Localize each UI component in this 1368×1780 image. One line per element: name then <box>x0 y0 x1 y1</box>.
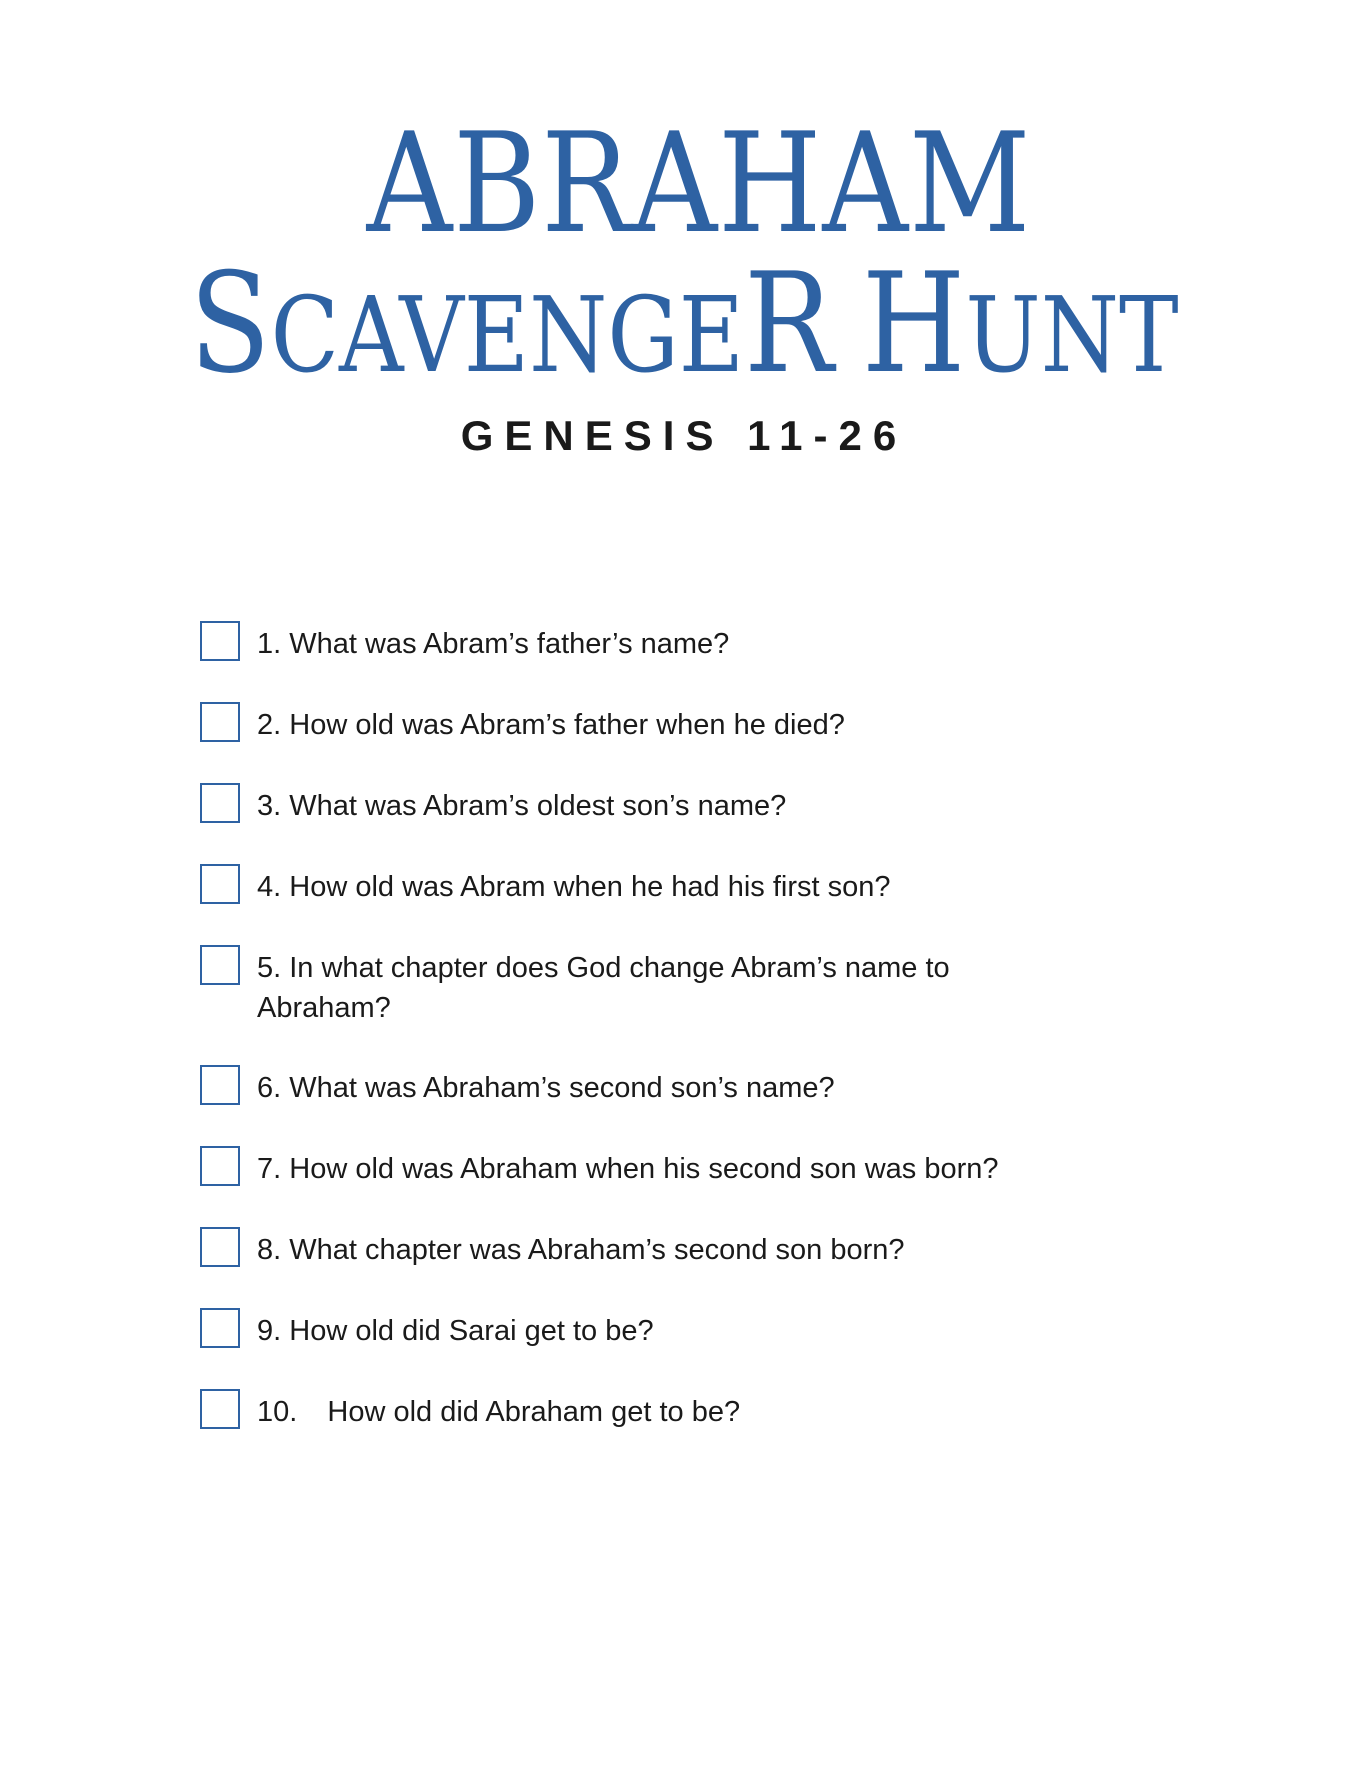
question-checkbox[interactable] <box>200 864 240 904</box>
question-number: 10. <box>257 1396 298 1428</box>
question-checkbox[interactable] <box>200 702 240 742</box>
question-text: What was Abraham’s second son’s name? <box>289 1072 835 1104</box>
question-item <box>200 622 1100 664</box>
question-number: 2. <box>257 709 282 741</box>
question-text: What chapter was Abraham’s second son born? <box>289 1234 905 1266</box>
question-item <box>200 1309 1100 1351</box>
title-part: UNT <box>965 274 1179 396</box>
question-text: What was Abram’s father’s name? <box>289 628 730 660</box>
question-checkbox[interactable] <box>200 621 240 661</box>
question-number: 5. <box>257 952 282 984</box>
title-line-2 <box>96 243 1272 404</box>
question-number: 1. <box>257 628 282 660</box>
question-item <box>200 1390 1100 1432</box>
question-text: In what chapter does God change Abram’s name to Abraham? <box>257 952 950 1024</box>
question-checkbox[interactable] <box>200 1308 240 1348</box>
question-item <box>200 1066 1100 1108</box>
question-item <box>200 1228 1100 1270</box>
subtitle-scripture-range: GENESIS 11-26 <box>460 412 908 459</box>
question-checkbox[interactable] <box>200 1146 240 1186</box>
question-checkbox[interactable] <box>200 1065 240 1105</box>
question-list <box>200 622 1100 1471</box>
question-checkbox[interactable] <box>200 783 240 823</box>
question-text: How old was Abram when he had his first son? <box>289 871 891 903</box>
title-line-1: ABRAHAM <box>366 103 1032 264</box>
question-number: 3. <box>257 790 282 822</box>
title-part: H <box>861 243 966 404</box>
question-item <box>200 1147 1100 1189</box>
question-item <box>200 865 1100 907</box>
question-text: What was Abram’s oldest son’s name? <box>289 790 787 822</box>
question-number: 4. <box>257 871 282 903</box>
question-text: How old was Abram’s father when he died? <box>289 709 845 741</box>
title-part: R <box>744 243 834 404</box>
question-checkbox[interactable] <box>200 1227 240 1267</box>
question-number: 8. <box>257 1234 282 1266</box>
question-checkbox[interactable] <box>200 1389 240 1429</box>
question-checkbox[interactable] <box>200 945 240 985</box>
question-item <box>200 703 1100 745</box>
question-number: 6. <box>257 1072 282 1104</box>
question-text: How old did Abraham get to be? <box>327 1396 741 1428</box>
question-item <box>200 784 1100 826</box>
page-title <box>0 103 1368 404</box>
question-item <box>200 946 1100 1028</box>
title-part: S <box>189 243 271 404</box>
question-number: 7. <box>257 1153 282 1185</box>
question-number: 9. <box>257 1315 282 1347</box>
title-part <box>833 274 861 396</box>
question-text: How old was Abraham when his second son was born? <box>289 1153 999 1185</box>
title-part: CAVENGE <box>270 274 745 396</box>
question-text: How old did Sarai get to be? <box>289 1315 654 1347</box>
